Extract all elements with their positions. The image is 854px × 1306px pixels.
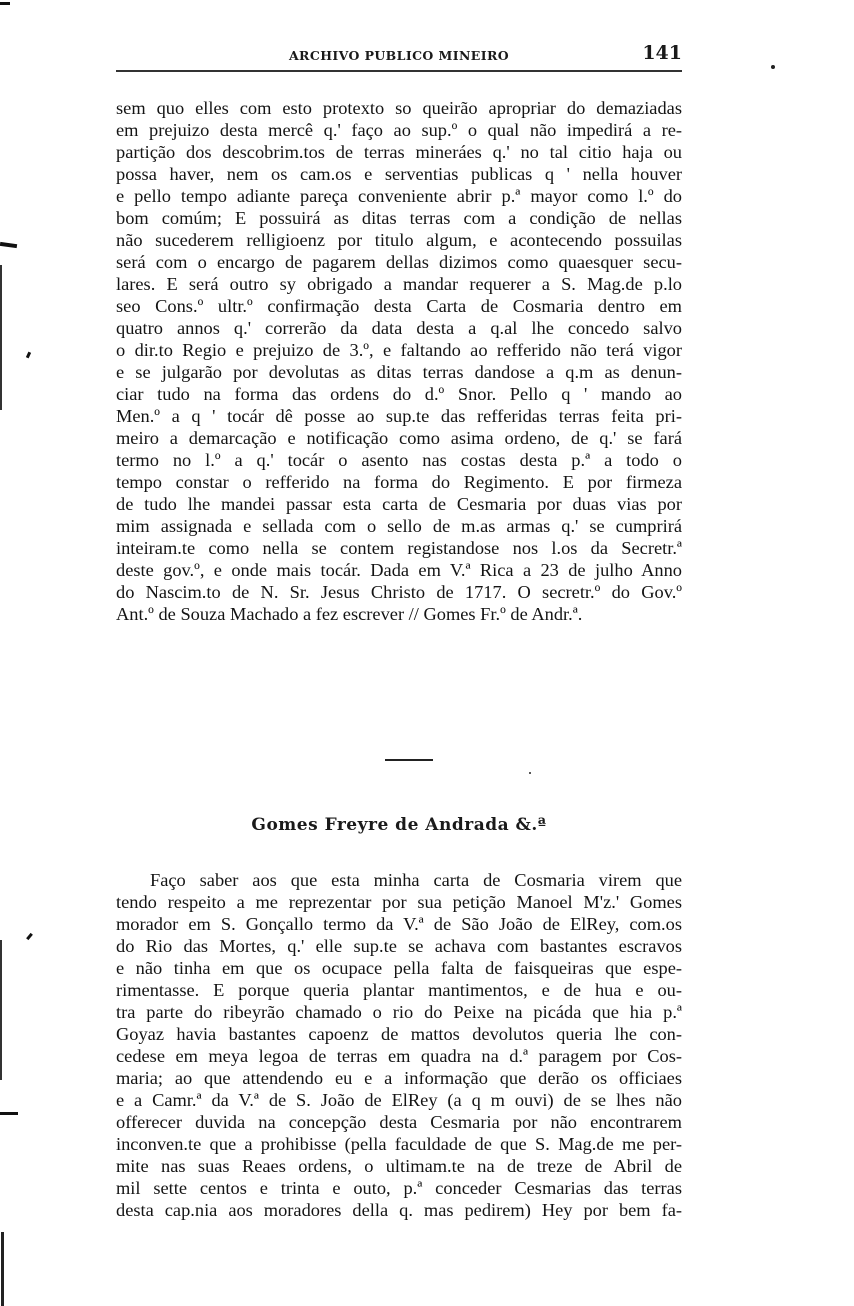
text-line: inconven.te que a prohibisse (pella faculdade de que S. Mag.de me per- xyxy=(116,1134,682,1154)
text-line: offerecer duvida na concepção desta Cesmaria por não encontrarem xyxy=(116,1112,682,1132)
text-line: cedese em meya legoa de terras em quadra na d.ª paragem por Cos- xyxy=(116,1046,682,1066)
page-number: 141 xyxy=(642,42,682,64)
text-line: bom comúm; E possuirá as ditas terras com a condição de nellas xyxy=(116,208,682,228)
scan-margin-mark xyxy=(0,1112,18,1115)
text-line: desta cap.nia aos moradores della q. mas pedirem) Hey por bem fa- xyxy=(116,1200,682,1220)
text-line: meiro a demarcação e notificação como asima ordeno, de q.' se fará xyxy=(116,428,682,448)
text-line: inteiram.te como nella se contem registandose nos l.os da Secretr.ª xyxy=(116,538,682,558)
text-line: seo Cons.º ultr.º confirmação desta Carta de Cosmaria dentro em xyxy=(116,296,682,316)
scan-speck xyxy=(529,772,531,774)
text-line: lares. E será outro sy obrigado a mandar requerer a S. Mag.de p.lo xyxy=(116,274,682,294)
text-line: Goyaz havia bastantes capoenz de mattos devolutos queria lhe con- xyxy=(116,1024,682,1044)
header-rule xyxy=(116,70,682,72)
scan-margin-mark xyxy=(0,242,17,248)
section-title: Gomes Freyre de Andrada &.ª xyxy=(251,815,547,835)
scan-margin-tick xyxy=(26,352,31,359)
text-line: tra parte do ribeyrão chamado o rio do Peixe na picáda que hia p.ª xyxy=(116,1002,682,1022)
text-line: possa haver, nem os cam.os e serventias publicas q ' nella houver xyxy=(116,164,682,184)
text-line: será com o encargo de pagarem dellas dizimos como quaesquer secu- xyxy=(116,252,682,272)
text-line: Men.º a q ' tocár dê posse ao sup.te das refferidas terras feita pri- xyxy=(116,406,682,426)
text-line: não sucederem relligioenz por titulo algum, e acontecendo possuilas xyxy=(116,230,682,250)
text-line: o dir.to Regio e prejuizo de 3.º, e faltando ao refferido não terá vigor xyxy=(116,340,682,360)
text-line: e a Camr.ª da V.ª de S. João de ElRey (a q m ouvi) de se lhes não xyxy=(116,1090,682,1110)
scan-margin-edge xyxy=(1,1232,4,1306)
text-line: sem quo elles com esto protexto so queirão apropriar do demaziadas xyxy=(116,98,682,118)
text-line: de tudo lhe mandei passar esta carta de Cesmaria por duas vias por xyxy=(116,494,682,514)
text-line: do Nascim.to de N. Sr. Jesus Christo de 1717. O secretr.º do Gov.º xyxy=(116,582,682,602)
scan-margin-tick xyxy=(26,933,33,940)
text-line: partição dos descobrim.tos de terras mineráes q.' no tal citio haja ou xyxy=(116,142,682,162)
scan-speck xyxy=(771,65,775,69)
text-line: quatro annos q.' correrão da data desta a q.al lhe concedo salvo xyxy=(116,318,682,338)
text-line: do Rio das Mortes, q.' elle sup.te se achava com bastantes escravos xyxy=(116,936,682,956)
text-line: tendo respeito a me reprezentar por sua petição Manoel M'z.' Gomes xyxy=(116,892,682,912)
running-title: ARCHIVO PUBLICO MINEIRO xyxy=(288,48,510,63)
text-line: Faço saber aos que esta minha carta de Cosmaria virem que xyxy=(150,870,682,890)
document-body-second-part xyxy=(116,869,682,1221)
scan-margin-edge xyxy=(0,940,2,1080)
document-body-first-part xyxy=(116,97,682,625)
text-line: mim assignada e sellada com o sello de m.as armas q.' se cumprirá xyxy=(116,516,682,536)
text-line: e não tinha em que os ocupace pella falta de faisqueiras que espe- xyxy=(116,958,682,978)
text-line: Ant.º de Souza Machado a fez escrever // Gomes Fr.º de Andr.ª. xyxy=(116,604,583,624)
text-line: e se julgarão por devolutas as ditas terras dandose a q.m as denun- xyxy=(116,362,682,382)
text-line: morador em S. Gonçallo termo da V.ª de São João de ElRey, com.os xyxy=(116,914,682,934)
page-header xyxy=(116,42,682,72)
text-line: tempo constar o refferido na forma do Regimento. E por firmeza xyxy=(116,472,682,492)
text-line: rimentasse. E porque queria plantar mantimentos, e de hua e ou- xyxy=(116,980,682,1000)
text-line: em prejuizo desta mercê q.' faço ao sup.º o qual não impedirá a re- xyxy=(116,120,682,140)
text-line: ciar tudo na forma das ordens do d.º Snor. Pello q ' mando ao xyxy=(116,384,682,404)
scan-margin-edge xyxy=(0,265,2,410)
text-line: termo no l.º a q.' tocár o asento nas costas desta p.ª a todo o xyxy=(116,450,682,470)
text-line: mil sette centos e trinta e outo, p.ª conceder Cesmarias das terras xyxy=(116,1178,682,1198)
section-separator xyxy=(385,759,433,761)
text-line: maria; ao que attendendo eu e a informação que derão os officiaes xyxy=(116,1068,682,1088)
text-line: e pello tempo adiante pareça conveniente abrir p.ª mayor como l.º do xyxy=(116,186,682,206)
text-line: deste gov.º, e onde mais tocár. Dada em V.ª Rica a 23 de julho Anno xyxy=(116,560,682,580)
scan-margin-mark xyxy=(0,2,10,5)
text-line: mite nas suas Reaes ordens, o ultimam.te na de treze de Abril de xyxy=(116,1156,682,1176)
